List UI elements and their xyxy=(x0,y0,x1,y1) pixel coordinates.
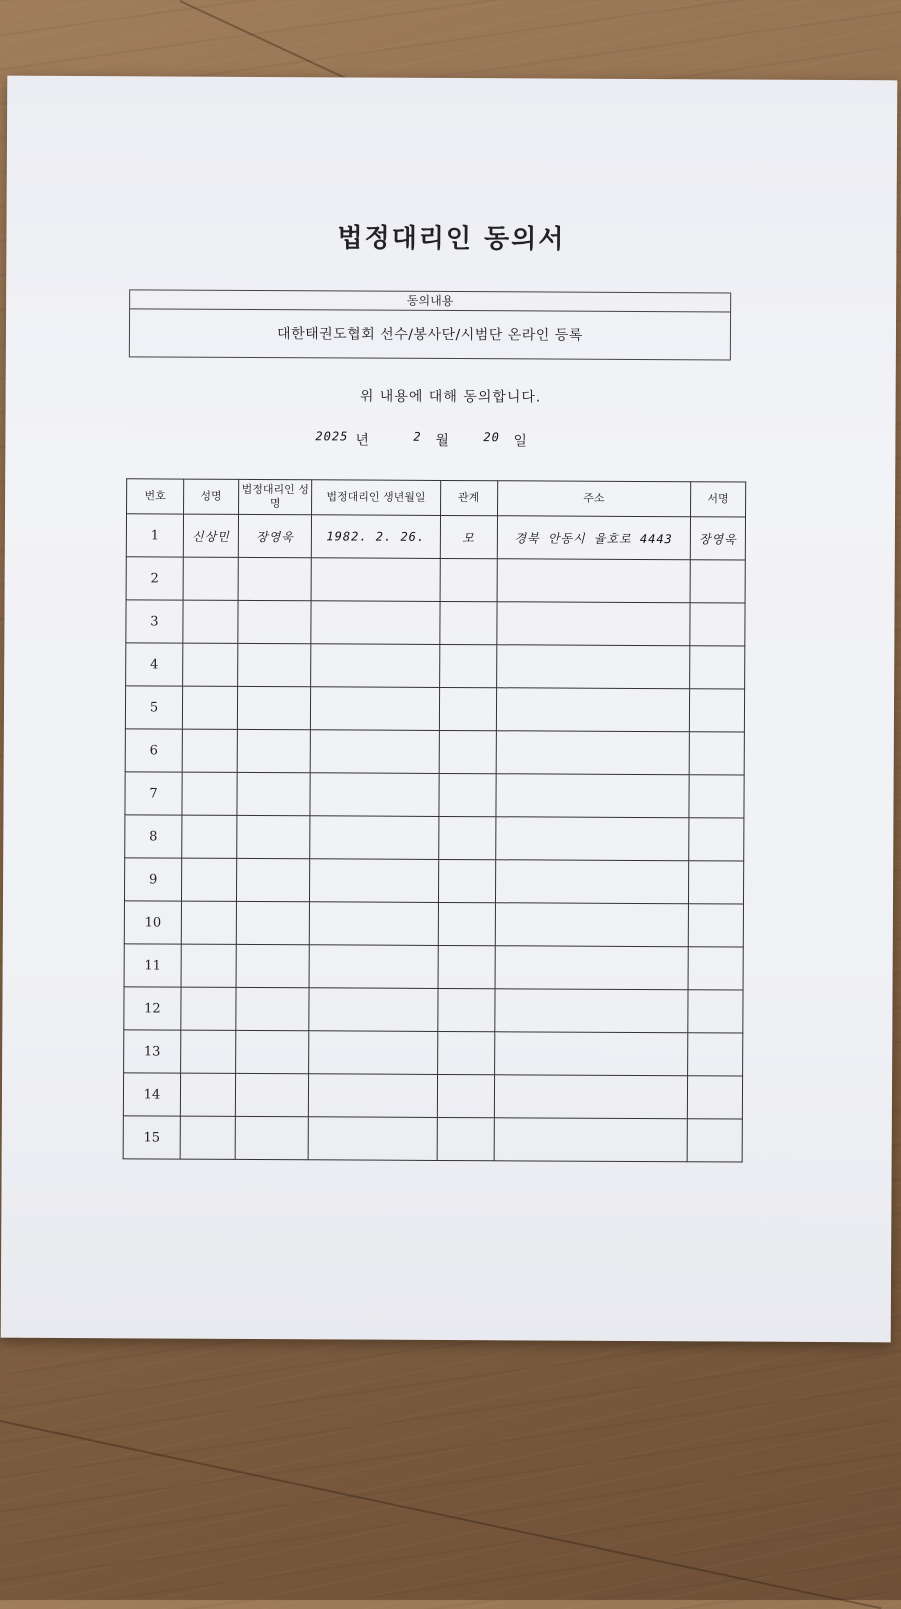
cell-col-name xyxy=(182,729,237,772)
cell-col-relation xyxy=(438,902,495,945)
table-row xyxy=(124,987,743,1033)
table-row xyxy=(125,686,744,732)
cell-col-guardian-birthdate xyxy=(310,773,438,817)
cell-col-relation xyxy=(439,644,496,687)
cell-col-guardian-name xyxy=(236,1030,310,1073)
consent-text: 대한태권도협회 선수/봉사단/시범단 온라인 등록 xyxy=(277,326,583,344)
document-title: 법정대리인 동의서 xyxy=(337,223,566,255)
cell-col-guardian-name xyxy=(235,1116,309,1159)
consent-header: 동의내용 xyxy=(130,290,730,312)
cell-col-guardian-name xyxy=(237,729,311,772)
floor-seam xyxy=(180,0,362,86)
cell-col-signature xyxy=(689,689,744,732)
cell-col-guardian-name xyxy=(236,987,310,1030)
cell-col-relation xyxy=(437,1031,494,1074)
cell-col-number: 10 xyxy=(124,901,181,944)
cell-col-relation xyxy=(440,558,497,601)
cell-col-guardian-name: 장영욱 xyxy=(238,514,312,557)
cell-col-guardian-birthdate xyxy=(310,816,438,860)
cell-col-number: 14 xyxy=(123,1073,180,1116)
cell-col-relation xyxy=(437,1074,494,1117)
cell-col-number: 4 xyxy=(126,643,183,686)
table-row xyxy=(123,1073,742,1119)
cell-col-guardian-birthdate xyxy=(309,945,437,989)
header-col-number: 번호 xyxy=(127,479,184,514)
cell-col-address xyxy=(495,946,689,990)
floor-seam xyxy=(0,1420,882,1609)
cell-col-name xyxy=(181,1030,236,1073)
cell-col-name xyxy=(182,815,237,858)
cell-col-guardian-name xyxy=(238,557,312,600)
cell-col-guardian-birthdate xyxy=(311,558,439,602)
header-col-signature: 서명 xyxy=(690,482,745,517)
cell-col-number: 15 xyxy=(123,1116,180,1159)
cell-col-number: 1 xyxy=(126,514,183,557)
cell-col-number: 7 xyxy=(125,772,182,815)
cell-col-number: 12 xyxy=(124,987,181,1030)
header-col-guardian-name: 법정대리인 성명 xyxy=(238,479,311,514)
cell-col-guardian-name xyxy=(237,772,311,815)
cell-col-signature xyxy=(688,947,743,990)
cell-col-address xyxy=(497,559,691,603)
cell-col-number: 11 xyxy=(124,944,181,987)
cell-col-number: 3 xyxy=(126,600,183,643)
cell-col-address xyxy=(496,731,690,775)
date-line xyxy=(305,427,565,452)
cell-col-address xyxy=(495,903,689,947)
consent-form-paper xyxy=(1,76,898,1343)
cell-col-number: 13 xyxy=(124,1030,181,1073)
cell-col-number: 5 xyxy=(125,686,182,729)
cell-col-guardian-birthdate xyxy=(309,1074,437,1118)
cell-col-address xyxy=(496,688,690,732)
cell-col-guardian-birthdate xyxy=(308,1117,436,1161)
date-day-label: 일 xyxy=(513,433,527,450)
cell-col-address xyxy=(494,1075,688,1119)
cell-col-name xyxy=(181,858,236,901)
cell-col-number: 6 xyxy=(125,729,182,772)
cell-col-address xyxy=(494,989,688,1033)
cell-col-relation xyxy=(437,1117,494,1160)
table-row xyxy=(126,514,745,560)
table-row xyxy=(125,772,744,818)
cell-col-name xyxy=(183,557,238,600)
cell-col-signature xyxy=(690,560,745,603)
cell-col-relation: 모 xyxy=(440,515,497,558)
cell-col-number: 8 xyxy=(125,815,182,858)
cell-col-guardian-birthdate xyxy=(310,730,438,774)
table-row xyxy=(125,815,744,861)
cell-col-name xyxy=(180,1073,235,1116)
cell-col-guardian-birthdate xyxy=(310,902,438,946)
date-year-label: 년 xyxy=(355,432,369,449)
cell-col-signature xyxy=(690,646,745,689)
cell-col-name xyxy=(181,944,236,987)
cell-col-guardian-birthdate xyxy=(309,1031,437,1075)
agreement-statement: 위 내용에 대해 동의합니다. xyxy=(359,388,542,406)
table-row xyxy=(124,1030,743,1076)
cell-col-address xyxy=(494,1118,688,1162)
cell-col-address xyxy=(495,774,689,818)
date-day-value: 20 xyxy=(483,430,500,445)
cell-col-guardian-name xyxy=(236,858,310,901)
date-month-label: 월 xyxy=(435,432,449,449)
cell-col-guardian-birthdate xyxy=(309,988,437,1032)
cell-col-name xyxy=(182,686,237,729)
cell-col-name xyxy=(181,987,236,1030)
cell-col-signature xyxy=(688,1033,743,1076)
consent-content-box xyxy=(129,289,731,360)
cell-col-address xyxy=(495,860,689,904)
cell-col-name xyxy=(181,901,236,944)
cell-col-guardian-name xyxy=(237,686,311,729)
date-month-value: 2 xyxy=(413,429,422,444)
table-header-row xyxy=(127,479,746,517)
cell-col-guardian-name xyxy=(237,815,311,858)
cell-col-address: 경북 안동시 율호로 4443 xyxy=(497,516,691,560)
cell-col-address xyxy=(494,1032,688,1076)
header-col-name: 성명 xyxy=(184,479,239,514)
cell-col-signature xyxy=(688,861,743,904)
cell-col-guardian-birthdate xyxy=(311,601,439,645)
cell-col-relation xyxy=(438,816,495,859)
cell-col-relation xyxy=(438,859,495,902)
table-row xyxy=(126,600,745,646)
date-year-value: 2025 xyxy=(315,429,349,444)
cell-col-relation xyxy=(439,601,496,644)
cell-col-signature xyxy=(688,904,743,947)
cell-col-relation xyxy=(437,988,494,1031)
cell-col-name xyxy=(180,1116,235,1159)
cell-col-relation xyxy=(439,687,496,730)
cell-col-name xyxy=(183,600,238,643)
table-row xyxy=(123,1116,742,1162)
cell-col-address xyxy=(496,602,690,646)
cell-col-signature xyxy=(689,775,744,818)
cell-col-relation xyxy=(438,773,495,816)
table-row xyxy=(126,557,745,603)
cell-col-number: 9 xyxy=(124,858,181,901)
table-body xyxy=(123,514,745,1162)
cell-col-signature xyxy=(688,990,743,1033)
cell-col-signature xyxy=(689,818,744,861)
cell-col-signature xyxy=(690,603,745,646)
cell-col-name xyxy=(183,643,238,686)
cell-col-signature: 장영욱 xyxy=(690,517,745,560)
cell-col-guardian-name xyxy=(238,600,312,643)
cell-col-signature xyxy=(687,1076,742,1119)
cell-col-address xyxy=(496,645,690,689)
cell-col-name: 신상민 xyxy=(183,514,238,557)
cell-col-guardian-name xyxy=(238,643,312,686)
cell-col-name xyxy=(182,772,237,815)
cell-col-guardian-name xyxy=(236,901,310,944)
table-row xyxy=(124,858,743,904)
cell-col-relation xyxy=(439,730,496,773)
table-row xyxy=(124,901,743,947)
cell-col-guardian-name xyxy=(235,1073,309,1116)
cell-col-guardian-birthdate xyxy=(311,687,439,731)
table-row xyxy=(126,643,745,689)
cell-col-number: 2 xyxy=(126,557,183,600)
cell-col-relation xyxy=(438,945,495,988)
cell-col-guardian-birthdate xyxy=(310,859,438,903)
header-col-guardian-birthdate: 법정대리인 생년월일 xyxy=(312,480,440,516)
cell-col-guardian-birthdate: 1982. 2. 26. xyxy=(312,515,440,559)
guardian-table xyxy=(123,478,747,1162)
cell-col-signature xyxy=(689,732,744,775)
table-row xyxy=(125,729,744,775)
table-row xyxy=(124,944,743,990)
header-col-address: 주소 xyxy=(497,481,691,517)
header-col-relation: 관계 xyxy=(440,480,497,515)
cell-col-signature xyxy=(687,1119,742,1162)
cell-col-guardian-birthdate xyxy=(311,644,439,688)
cell-col-guardian-name xyxy=(236,944,310,987)
cell-col-address xyxy=(495,817,689,861)
